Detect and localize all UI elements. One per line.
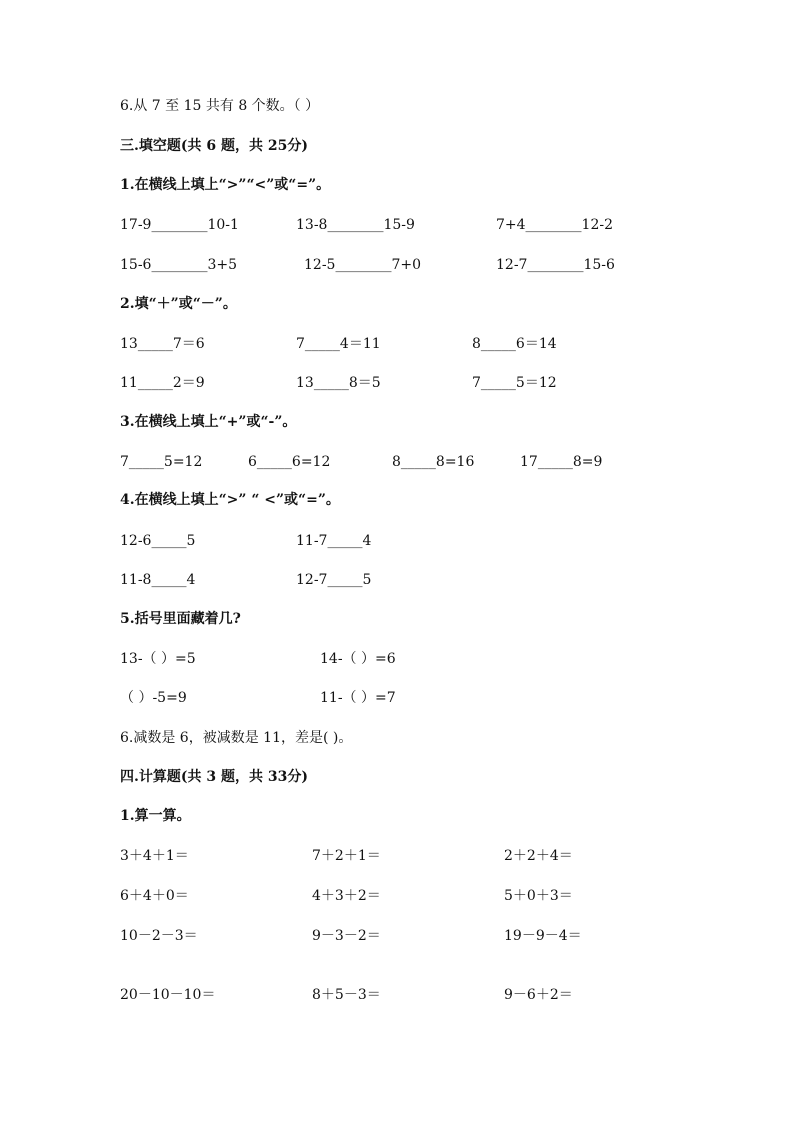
calc-row-4 <box>0 985 794 1005</box>
q4-item: 12-7_____5 <box>296 572 372 588</box>
calc-row-3 <box>0 926 794 946</box>
q2-row-1 <box>0 334 794 354</box>
q2-item: 13_____7＝6 <box>120 336 205 352</box>
q2-item: 11_____2＝9 <box>120 375 205 391</box>
q1-item: 12-5________7+0 <box>304 257 421 273</box>
q1-item: 17-9________10-1 <box>120 217 239 233</box>
q2-row-2 <box>0 373 794 393</box>
q2-item: 7_____5＝12 <box>472 375 557 391</box>
q1-item: 12-7________15-6 <box>496 257 615 273</box>
calc-row-1 <box>0 846 794 866</box>
q3-row-1 <box>0 452 794 472</box>
q1-row-2 <box>0 255 794 275</box>
q3-item: 7_____5=12 <box>120 454 203 470</box>
q2-item: 13_____8＝5 <box>296 375 381 391</box>
q4-row-1 <box>0 531 794 551</box>
q4-row-2 <box>0 570 794 590</box>
q1-item: 13-8________15-9 <box>296 217 415 233</box>
calc-item: 3＋4＋1＝ <box>120 848 189 864</box>
q4-title: 4.在横线上填上“>” “ <”或“=”。 <box>120 492 340 508</box>
q4-item: 11-7_____4 <box>296 533 372 549</box>
calc-item: 2＋2＋4＝ <box>504 848 573 864</box>
section-4-heading: 四.计算题(共 3 题，共 33分) <box>120 769 308 785</box>
q5-item: （ ）-5=9 <box>120 690 187 706</box>
q5-row-1 <box>0 649 794 669</box>
calc-item: 4＋3＋2＝ <box>312 888 381 904</box>
q5-item: 14-（ ）=6 <box>320 651 396 667</box>
section-3-heading: 三.填空题(共 6 题，共 25分) <box>120 138 308 154</box>
q5-row-2 <box>0 688 794 708</box>
calc-item: 7＋2＋1＝ <box>312 848 381 864</box>
question-6-true-false: 6.从 7 至 15 共有 8 个数。（ ） <box>120 98 320 114</box>
q5-item: 11-（ ）=7 <box>320 690 396 706</box>
calc-title: 1.算一算。 <box>120 808 191 824</box>
calc-item: 5＋0＋3＝ <box>504 888 573 904</box>
q3-item: 17_____8=9 <box>520 454 603 470</box>
calc-item: 9－6＋2＝ <box>504 987 573 1003</box>
q2-title: 2.填“＋”或“－”。 <box>120 296 237 312</box>
q5-title: 5.括号里面藏着几? <box>120 611 241 627</box>
q1-row-1 <box>0 215 794 235</box>
q4-item: 11-8_____4 <box>120 572 196 588</box>
q1-title: 1.在横线上填上“>”“<”或“=”。 <box>120 177 331 193</box>
q3-item: 8_____8=16 <box>392 454 475 470</box>
q1-item: 7+4________12-2 <box>496 217 613 233</box>
calc-item: 8＋5－3＝ <box>312 987 381 1003</box>
q4-item: 12-6_____5 <box>120 533 196 549</box>
calc-row-2 <box>0 886 794 906</box>
calc-item: 20－10－10＝ <box>120 987 216 1003</box>
q2-item: 8_____6＝14 <box>472 336 557 352</box>
q5-item: 13-（ ）=5 <box>120 651 196 667</box>
calc-item: 9－3－2＝ <box>312 928 381 944</box>
calc-item: 10－2－3＝ <box>120 928 198 944</box>
q3-title: 3.在横线上填上“+”或“-”。 <box>120 414 297 430</box>
calc-item: 19－9－4＝ <box>504 928 582 944</box>
calc-item: 6＋4＋0＝ <box>120 888 189 904</box>
q2-item: 7_____4＝11 <box>296 336 381 352</box>
question-6-fill: 6.减数是 6，被减数是 11，差是( )。 <box>120 730 353 746</box>
q3-item: 6_____6=12 <box>248 454 331 470</box>
q1-item: 15-6________3+5 <box>120 257 237 273</box>
